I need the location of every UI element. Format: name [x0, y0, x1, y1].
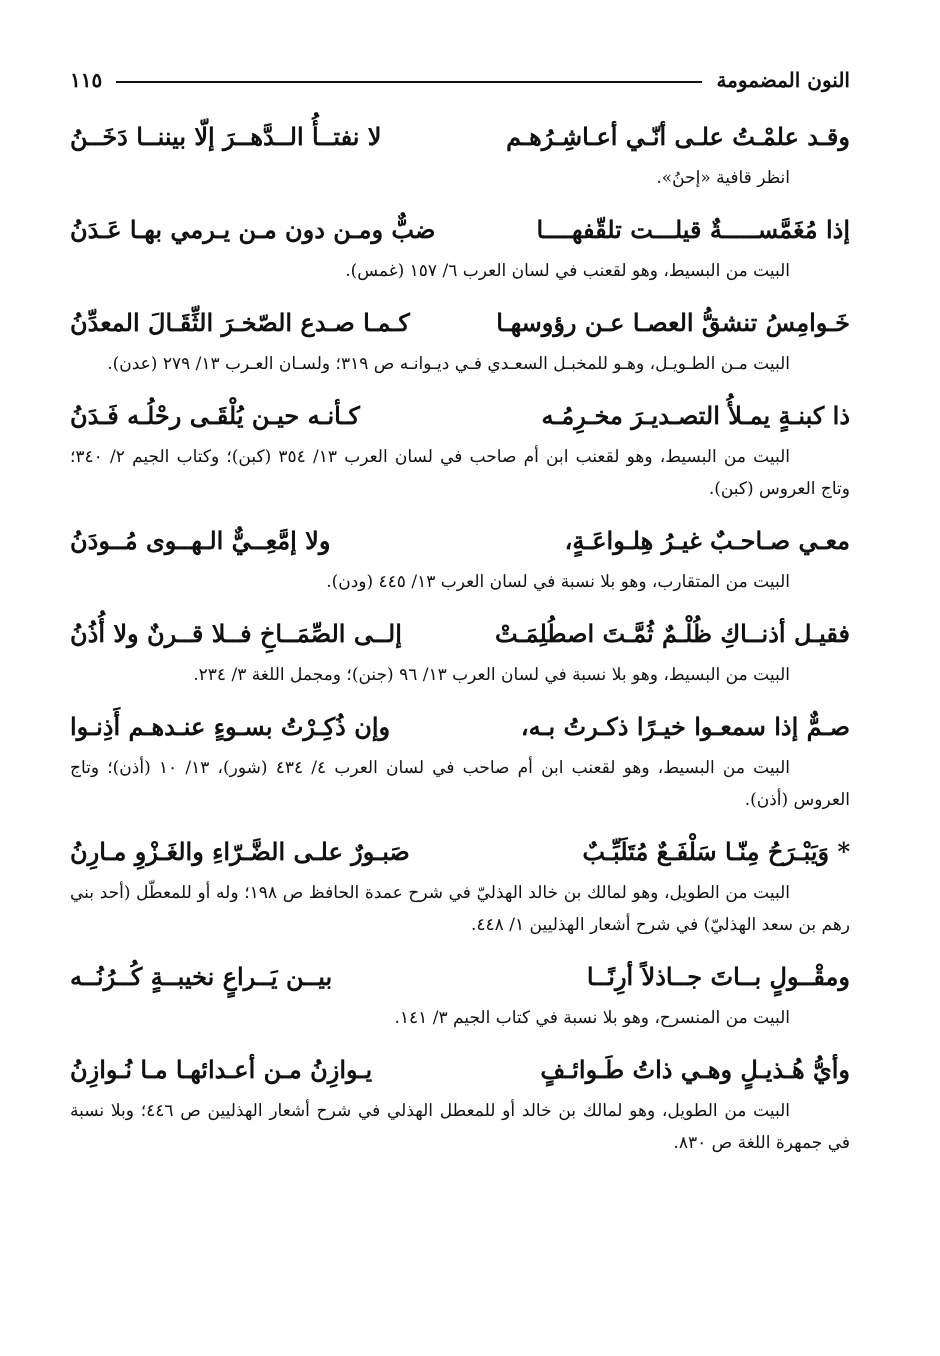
verse-line — [70, 952, 850, 1002]
second-hemistich: لا نفتــأُ الــدَّهــرَ إلّا بيننــا دَخَــنُ — [70, 122, 382, 151]
verse-entry — [70, 609, 850, 691]
first-hemistich: ذا كبنـةٍ يمـلأُ التصـديـرَ مخـرِمُـه — [541, 401, 850, 430]
verse-entry — [70, 112, 850, 194]
source-note: البيت من الطويل، وهو لمالك بن خالد الهذليّ في شرح عمدة الحافظ ص ١٩٨؛ وله أو للمعطّل (أحد بني رهم بن سعد الهذليّ) في شرح أشعار الهذليين ١/ ٤٤٨. — [70, 883, 850, 935]
second-hemistich: إلــى الصِّمَــاخِ فــلا قــرنٌ ولا أُذُنُ — [70, 619, 402, 648]
verse-entries — [70, 112, 850, 1170]
source-note: البيت من البسيط، وهو لقعنب ابن أم صاحب في لسان العرب ٤/ ٤٣٤ (شور)، ١٣/ ١٠ (أذن)؛ وتاج العروس (أذن). — [70, 758, 850, 810]
page-number: ١١٥ — [70, 68, 103, 92]
second-hemistich: كـمـا صـدع الصّخـرَ الثِّقَـالَ المعدِّنُ — [70, 308, 410, 337]
verse-line — [70, 1045, 850, 1095]
first-hemistich: وأيُّ هُـذيـلٍ وهـي ذاتُ طَـوائـفٍ — [540, 1055, 850, 1084]
second-hemistich: صَبـورٌ علـى الضَّـرّاءِ والغَـزْوِ مـارِنُ — [70, 837, 410, 866]
second-hemistich: ضبٌّ ومـن دون مـن يـرمي بهـا عَـدَنُ — [70, 215, 436, 244]
second-hemistich: ولا إمَّعِــيٌّ الـهــوى مُــودَنُ — [70, 526, 331, 555]
verse-entry — [70, 205, 850, 287]
verse-entry — [70, 391, 850, 505]
second-hemistich: كـأنـه حيـن يُلْقَـى رحْلُـه فَـدَنُ — [70, 401, 360, 430]
second-hemistich: بيــن يَــراعٍ نخيبــةٍ كُــرُنُــه — [70, 962, 333, 991]
source-note: البيت من المتقارب، وهو بلا نسبة في لسان العرب ١٣/ ٤٤٥ (ودن). — [326, 572, 790, 592]
source-note: البيت من المنسرح، وهو بلا نسبة في كتاب الجيم ٣/ ١٤١. — [394, 1008, 790, 1028]
verse-line — [70, 702, 850, 752]
first-hemistich: * وَيَبْـرَحُ مِنّـا سَلْفَـعٌ مُتَلَبِّـبٌ — [582, 837, 850, 866]
verse-line — [70, 516, 850, 566]
verse-line — [70, 112, 850, 162]
first-hemistich: ومقْــولٍ بــاتَ جــاذلاً أرِنًــا — [586, 962, 850, 991]
verse-entry — [70, 952, 850, 1034]
source-note: البيت من البسيط، وهو لقعنب في لسان العرب ٦/ ١٥٧ (غمس). — [345, 261, 790, 281]
verse-line — [70, 609, 850, 659]
verse-entry — [70, 702, 850, 816]
source-note: البيت من الطويل، وهو لمالك بن خالد أو للمعطل الهذلي في شرح أشعار الهذليين ص ٤٤٦؛ وبلا نسبة في جمهرة اللغة ص ٨٣٠. — [70, 1101, 850, 1153]
source-note: البيت مـن الطـويـل، وهـو للمخبـل السعـدي فـي ديـوانـه ص ٣١٩؛ ولسـان العـرب ١٣/ ٢٧٩ (عدن). — [107, 354, 790, 374]
verse-line — [70, 298, 850, 348]
source-note: البيت من البسيط، وهو لقعنب ابن أم صاحب في لسان العرب ١٣/ ٣٥٤ (كبن)؛ وكتاب الجيم ٢/ ٣٤٠؛ وتاج العروس (كبن). — [70, 447, 850, 499]
verse-entry — [70, 516, 850, 598]
source-note: انظر قافية «إحنُ». — [656, 168, 790, 188]
first-hemistich: صـمٌّ إذا سمعـوا خيـرًا ذكـرتُ بـه، — [520, 712, 850, 741]
verse-entry — [70, 298, 850, 380]
header-rule — [116, 81, 702, 83]
first-hemistich: خَـوامِسُ تنشقُّ العصـا عـن رؤوسهـا — [496, 308, 850, 337]
running-header — [70, 62, 850, 98]
verse-line — [70, 205, 850, 255]
first-hemistich: إذا مُغَمَّســـــةٌ قيلـــت تلقّفهــــا — [536, 215, 850, 244]
first-hemistich: فقيـل أذنــاكِ ظُلْـمٌ ثُمَّـتَ اصطُلِمَـتْ — [494, 619, 850, 648]
verse-entry — [70, 1045, 850, 1159]
first-hemistich: وقـد علمْـتُ علـى أنّـي أعـاشِـرُهـم — [506, 122, 850, 151]
verse-entry — [70, 827, 850, 941]
second-hemistich: يـوازِنُ مـن أعـدائهـا مـا نُـوازِنُ — [70, 1055, 373, 1084]
verse-line — [70, 391, 850, 441]
second-hemistich: وإن ذُكِـرْتُ بسـوءٍ عنـدهـم أَذِنـوا — [70, 712, 391, 741]
first-hemistich: معـي صـاحـبٌ غيـرُ هِلـواعَـةٍ، — [564, 526, 850, 555]
chapter-title: النون المضمومة — [716, 68, 850, 92]
verse-line — [70, 827, 850, 877]
source-note: البيت من البسيط، وهو بلا نسبة في لسان العرب ١٣/ ٩٦ (جنن)؛ ومجمل اللغة ٣/ ٢٣٤. — [193, 665, 790, 685]
